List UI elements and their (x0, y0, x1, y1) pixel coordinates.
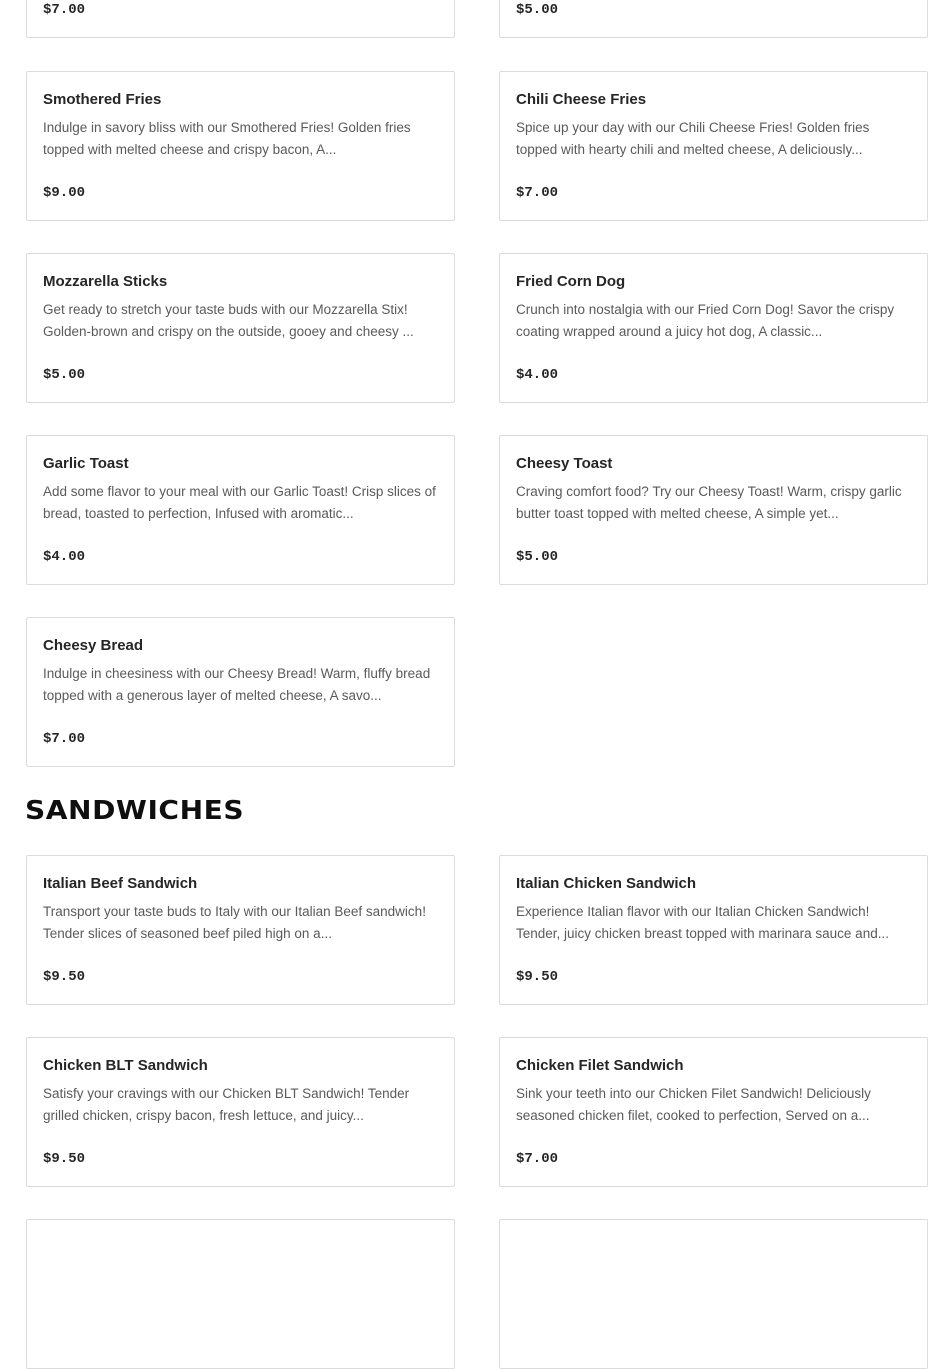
item-name: Cheesy Toast (516, 455, 613, 472)
menu-item-card[interactable] (499, 253, 928, 403)
item-description: Get ready to stretch your taste buds with our Mozzarella Stix! Golden-brown and crispy on the outside, gooey and cheesy ... (43, 302, 414, 339)
item-price: $4.00 (516, 367, 559, 383)
menu-item-card[interactable] (26, 253, 455, 403)
menu-item-card[interactable] (26, 435, 455, 585)
menu-item-card[interactable] (499, 1037, 928, 1187)
item-name: Smothered Fries (43, 91, 162, 108)
item-name: Italian Beef Sandwich (43, 875, 198, 892)
item-price: $9.00 (43, 185, 86, 201)
menu-item-card[interactable] (499, 855, 928, 1005)
item-description: Transport your taste buds to Italy with our Italian Beef sandwich! Tender slices of seasoned beef piled high on a... (43, 904, 426, 941)
item-price: $7.00 (516, 1151, 559, 1167)
item-price: $9.50 (43, 969, 86, 985)
item-name: Chili Cheese Fries (516, 91, 647, 108)
section-heading-sandwiches: SANDWICHES (25, 796, 245, 826)
item-description: Spice up your day with our Chili Cheese Fries! Golden fries topped with hearty chili and melted cheese, A deliciously... (516, 120, 870, 157)
menu-item-card[interactable] (26, 1037, 455, 1187)
item-description: Satisfy your cravings with our Chicken BLT Sandwich! Tender grilled chicken, crispy bacon, fresh lettuce, and juicy... (43, 1086, 410, 1123)
item-description: Sink your teeth into our Chicken Filet Sandwich! Deliciously seasoned chicken filet, cooked to perfection, Served on a... (516, 1086, 871, 1123)
item-name: Chicken BLT Sandwich (43, 1057, 208, 1074)
menu-item-card[interactable] (26, 617, 455, 767)
item-price: $9.50 (43, 1151, 86, 1167)
item-price: $5.00 (43, 367, 86, 383)
item-price: $7.00 (43, 731, 86, 747)
item-name: Mozzarella Sticks (43, 273, 168, 290)
item-name: Chicken Filet Sandwich (516, 1057, 684, 1074)
item-price: $9.50 (516, 969, 559, 985)
item-price: $7.00 (516, 185, 559, 201)
item-price: $5.00 (516, 2, 559, 18)
item-description: Experience Italian flavor with our Italian Chicken Sandwich! Tender, juicy chicken breast topped with marinara sauce and... (516, 904, 889, 941)
item-name: Fried Corn Dog (516, 273, 626, 290)
menu-item-card[interactable] (499, 435, 928, 585)
menu-item-card[interactable] (26, 855, 455, 1005)
menu-item-card[interactable] (499, 1219, 928, 1369)
item-name: Garlic Toast (43, 455, 129, 472)
item-description: Craving comfort food? Try our Cheesy Toast! Warm, crispy garlic butter toast topped with melted cheese, A simple yet... (516, 484, 902, 521)
item-name: Cheesy Bread (43, 637, 144, 654)
menu-item-card[interactable] (26, 0, 455, 38)
item-description: Indulge in savory bliss with our Smothered Fries! Golden fries topped with melted cheese and crispy bacon, A... (43, 120, 411, 157)
menu-item-card[interactable] (26, 1219, 455, 1369)
item-description: Crunch into nostalgia with our Fried Corn Dog! Savor the crispy coating wrapped around a juicy hot dog, A classic... (516, 302, 895, 339)
item-description: Indulge in cheesiness with our Cheesy Bread! Warm, fluffy bread topped with a generous layer of melted cheese, A savo... (43, 666, 431, 703)
item-price: $7.00 (43, 2, 86, 18)
item-price: $5.00 (516, 549, 559, 565)
item-description: Add some flavor to your meal with our Garlic Toast! Crisp slices of bread, toasted to perfection, Infused with aromatic... (43, 484, 436, 521)
menu-item-card[interactable] (26, 71, 455, 221)
item-name: Italian Chicken Sandwich (516, 875, 697, 892)
menu-item-card[interactable] (499, 71, 928, 221)
menu-item-card[interactable] (499, 0, 928, 38)
item-price: $4.00 (43, 549, 86, 565)
